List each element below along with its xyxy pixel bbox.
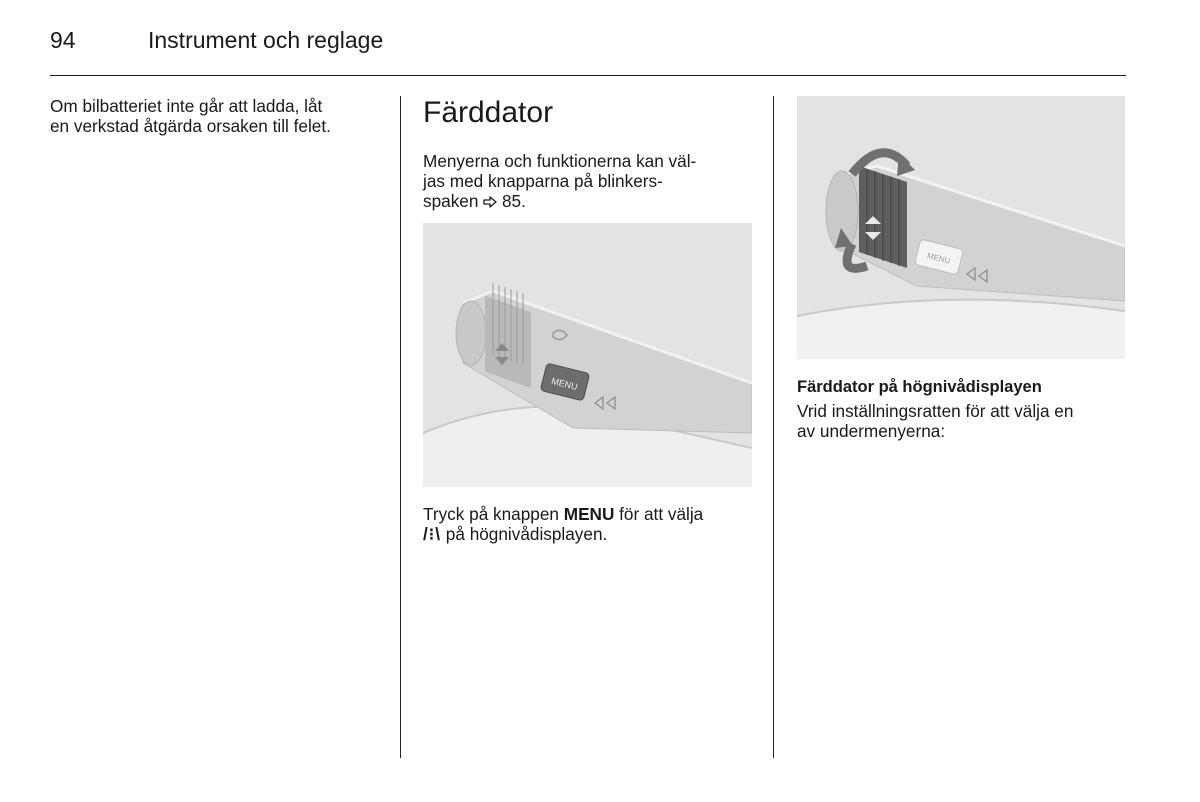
- column-3: [797, 96, 1132, 441]
- battery-note-line-1: Om bilbatteriet inte går att ladda, låt: [50, 96, 323, 116]
- column-divider-2: [773, 96, 774, 758]
- reference-link[interactable]: 85.: [502, 191, 526, 211]
- display-mode-symbol: /⁝\: [423, 524, 442, 544]
- intro-line-3: [423, 191, 758, 211]
- intro-line-3-text: spaken: [423, 191, 479, 211]
- menu-instruction-line-2: [423, 524, 758, 544]
- dial-instruction-line-1: Vrid inställningsratten för att välja en: [797, 401, 1074, 421]
- page-number: 94: [50, 27, 76, 53]
- menu-instruction-line-2-text: på högnivådisplayen.: [445, 524, 608, 544]
- intro-line-2: jas med knapparna på blinkers-: [423, 171, 663, 191]
- menu-keyword: MENU: [563, 504, 615, 524]
- dial-instruction: [797, 401, 1132, 441]
- column-1: [50, 96, 395, 136]
- intro-line-1: Menyerna och funktionerna kan väl-: [423, 151, 697, 171]
- menu-button-label: MENU: [550, 375, 579, 392]
- menu-instruction: [423, 504, 758, 544]
- page-title: Instrument och reglage: [148, 27, 384, 53]
- intro-paragraph: [423, 151, 758, 211]
- arrow-ref-icon: [483, 196, 497, 208]
- battery-note: [50, 96, 395, 136]
- menu-instruction-line-1: [423, 504, 758, 524]
- menu-button-label-2: MENU: [926, 251, 952, 266]
- stalk-dial-figure: [797, 96, 1125, 359]
- figure-caption: Färddator på högnivådisplayen: [797, 378, 1042, 396]
- header-divider: [50, 75, 1126, 76]
- column-divider-1: [400, 96, 401, 758]
- menu-instruction-pre: Tryck på knappen: [423, 504, 559, 524]
- stalk-menu-figure: [423, 223, 752, 487]
- battery-note-line-2: en verkstad åtgärda orsaken till felet.: [50, 116, 331, 136]
- dial-instruction-line-2: av undermenyerna:: [797, 421, 946, 441]
- menu-instruction-post: för att välja: [619, 504, 704, 524]
- column-2: [423, 96, 758, 544]
- section-heading: Färddator: [423, 96, 554, 129]
